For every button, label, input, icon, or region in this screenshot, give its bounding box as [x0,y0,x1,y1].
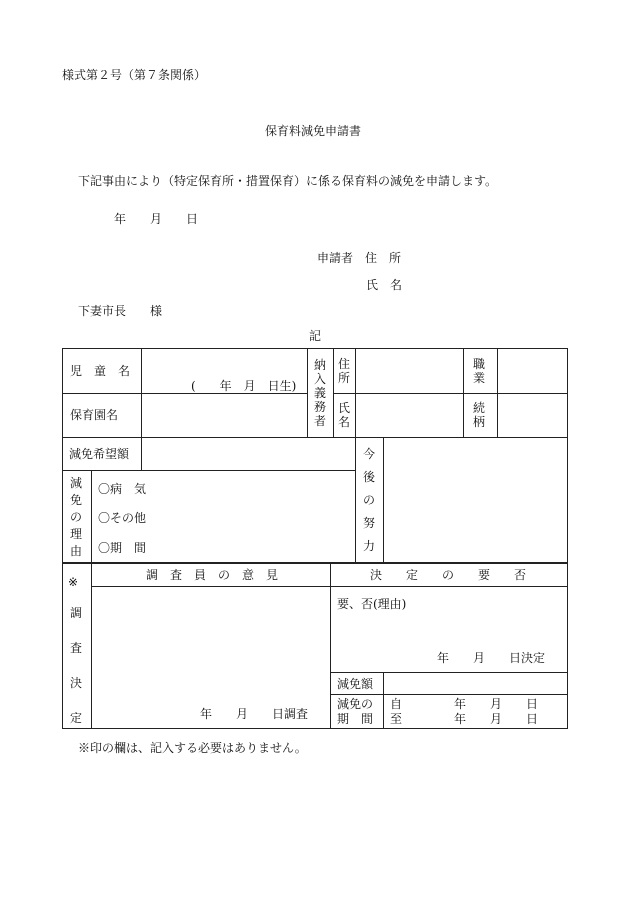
investigator-opinion-header: 調 査 員 の 意 見 [146,568,279,582]
exempt-period-label-1: 減免の [337,697,374,711]
payer-address-label: 住所 [337,357,350,385]
survey-date: 年 月 日調査 [200,707,309,721]
reason-period: 〇期 間 [98,541,147,555]
exempt-amount-label: 減免額 [337,677,374,691]
exempt-period-label-2: 期 間 [337,712,374,726]
applicant-name-label: 氏 名 [366,278,403,292]
footer-note: ※印の欄は、記入する必要はありません。 [78,741,307,755]
page-title: 保育料減免申請書 [265,124,362,138]
date-line: 年 月 日 [114,212,199,226]
nursery-name-label: 保育園名 [70,408,119,422]
decision-date: 年 月 日決定 [437,651,546,665]
payer-job-label: 職業 [472,357,485,385]
future-effort-label: 今後の努力 [362,447,375,553]
period-to: 至 [390,712,403,726]
period-to-date: 年 月 日 [454,712,539,726]
investigation-decision-label: 調査決定 [69,606,82,725]
reduction-reason-label: 減免の理由 [69,476,82,558]
decision-header: 決 定 の 要 否 [370,568,527,582]
office-use-mark: ※ [68,575,79,589]
payer-name-label: 氏名 [337,401,350,429]
intro-text: 下記事由により（特定保育所・措置保育）に係る保育料の減免を申請します。 [78,174,498,188]
period-from-date: 年 月 日 [454,697,539,711]
payer-label: 納入義務者 [313,358,326,428]
reason-illness: 〇病 気 [98,482,147,496]
form-number: 様式第２号（第７条関係） [62,68,207,82]
applicant-address-label: 申請者 住 所 [317,251,402,265]
child-birthdate: ( 年 月 日生) [191,379,297,393]
child-name-label: 児 童 名 [70,364,131,378]
relation-label: 続柄 [472,401,485,429]
decision-reason: 要、否(理由) [337,597,407,611]
addressee: 下妻市長 様 [78,304,163,318]
reason-other: 〇その他 [98,511,147,525]
ki-label: 記 [309,329,322,343]
period-from: 自 [390,697,403,711]
desired-amount-label: 減免希望額 [69,447,130,461]
